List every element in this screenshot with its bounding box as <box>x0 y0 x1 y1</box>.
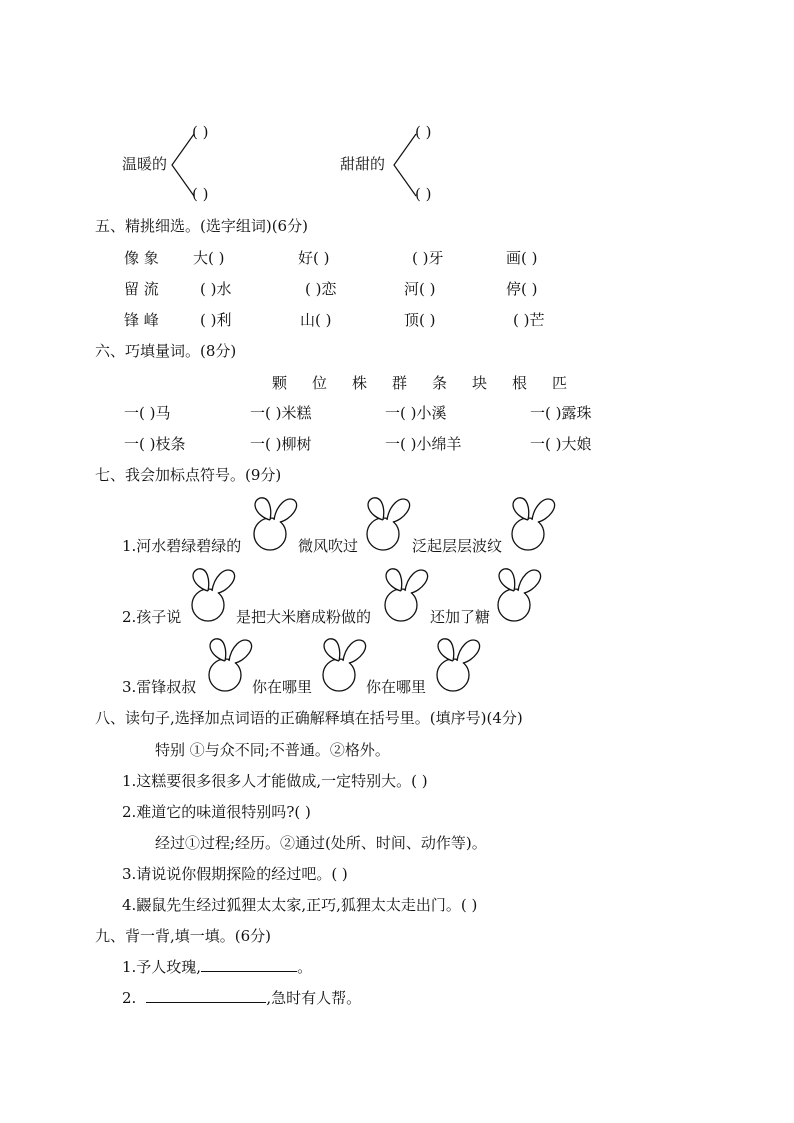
definition-line: 经过①过程;经历。②通过(处所、时间、动作等)。 <box>155 834 487 852</box>
measure-word: 颗 <box>272 374 288 392</box>
sentence-part: 你在哪里 <box>366 678 427 696</box>
section-8-title: 八、读句子,选择加点词语的正确解释填在括号里。(填序号)(4分) <box>95 709 523 727</box>
sentence-part: 是把大米磨成粉做的 <box>236 608 372 626</box>
blank-item: 山( ) <box>300 311 332 329</box>
paren-blank: ( ) <box>415 123 432 141</box>
blank-item: 一( )枝条 <box>124 435 186 453</box>
blank-item: 一( )马 <box>124 404 171 422</box>
measure-word: 群 <box>392 374 408 392</box>
blank-item: ( )水 <box>200 280 232 298</box>
question-line: 3.请说说你假期探险的经过吧。( ) <box>122 865 348 883</box>
rabbit-punctuation-circle[interactable] <box>435 637 489 693</box>
measure-word: 根 <box>512 374 528 392</box>
blank-item: 一( )小绵羊 <box>385 435 462 453</box>
blank-item: 一( )大娘 <box>530 435 592 453</box>
recite-line-2 <box>122 991 361 1006</box>
blank-item: 河( ) <box>404 280 436 298</box>
blank-item: 一( )小溪 <box>385 404 447 422</box>
section-7-title: 七、我会加标点符号。(9分) <box>95 466 282 484</box>
section-5-title: 五、精挑细选。(选字组词)(6分) <box>95 217 308 235</box>
measure-word: 条 <box>432 374 448 392</box>
fill-blank[interactable] <box>146 1002 266 1003</box>
recite-prefix: 2. <box>122 989 137 1007</box>
recite-suffix: 。 <box>297 958 313 976</box>
paren-blank: ( ) <box>415 185 432 203</box>
sentence-part: 泛起层层波纹 <box>412 537 503 555</box>
recite-line-1 <box>122 960 312 975</box>
paren-blank: ( ) <box>192 185 209 203</box>
sentence-part: 3.雷锋叔叔 <box>122 678 197 696</box>
section-9-title: 九、背一背,填一填。(6分) <box>95 927 272 945</box>
question-line: 1.这糕要很多很多人才能做成,一定特别大。( ) <box>122 772 428 790</box>
recite-prefix: 1.予人玫瑰, <box>122 958 202 976</box>
rabbit-punctuation-circle[interactable] <box>496 567 550 623</box>
fill-blank[interactable] <box>201 971 297 972</box>
sentence-part: 2.孩子说 <box>122 608 182 626</box>
blank-item: 一( )米糕 <box>250 404 312 422</box>
blank-item: ( )利 <box>200 311 232 329</box>
recite-suffix: ,急时有人帮。 <box>266 989 362 1007</box>
word-label: 温暖的 <box>122 155 168 173</box>
sentence-part: 1.河水碧绿碧绿的 <box>122 537 242 555</box>
char-pair: 像 象 <box>124 249 159 267</box>
char-pair: 留 流 <box>124 280 159 298</box>
char-pair: 锋 峰 <box>124 311 159 329</box>
blank-item: 停( ) <box>506 280 538 298</box>
blank-item: 顶( ) <box>404 311 436 329</box>
rabbit-punctuation-circle[interactable] <box>510 496 564 552</box>
blank-item: ( )芒 <box>513 311 545 329</box>
measure-word: 株 <box>352 374 368 392</box>
question-line: 2.难道它的味道很特别吗?( ) <box>122 803 311 821</box>
section-6-title: 六、巧填量词。(8分) <box>95 342 237 360</box>
word-label: 甜甜的 <box>340 155 386 173</box>
rabbit-punctuation-circle[interactable] <box>365 496 419 552</box>
definition-line: 特别 ①与众不同;不普通。②格外。 <box>155 741 390 759</box>
blank-item: ( )恋 <box>305 280 337 298</box>
blank-item: 画( ) <box>506 249 538 267</box>
blank-item: ( )牙 <box>412 249 444 267</box>
paren-blank: ( ) <box>192 123 209 141</box>
sentence-part: 还加了糖 <box>430 608 491 626</box>
sentence-part: 微风吹过 <box>298 537 359 555</box>
blank-item: 好( ) <box>298 249 330 267</box>
blank-item: 一( )柳树 <box>250 435 312 453</box>
sentence-part: 你在哪里 <box>252 678 313 696</box>
blank-item: 一( )露珠 <box>530 404 592 422</box>
question-line: 4.鼹鼠先生经过狐狸太太家,正巧,狐狸太太走出门。( ) <box>122 896 478 914</box>
measure-word: 匹 <box>552 374 568 392</box>
rabbit-punctuation-circle[interactable] <box>383 567 437 623</box>
measure-word: 位 <box>312 374 328 392</box>
measure-word: 块 <box>472 374 488 392</box>
blank-item: 大( ) <box>193 249 225 267</box>
